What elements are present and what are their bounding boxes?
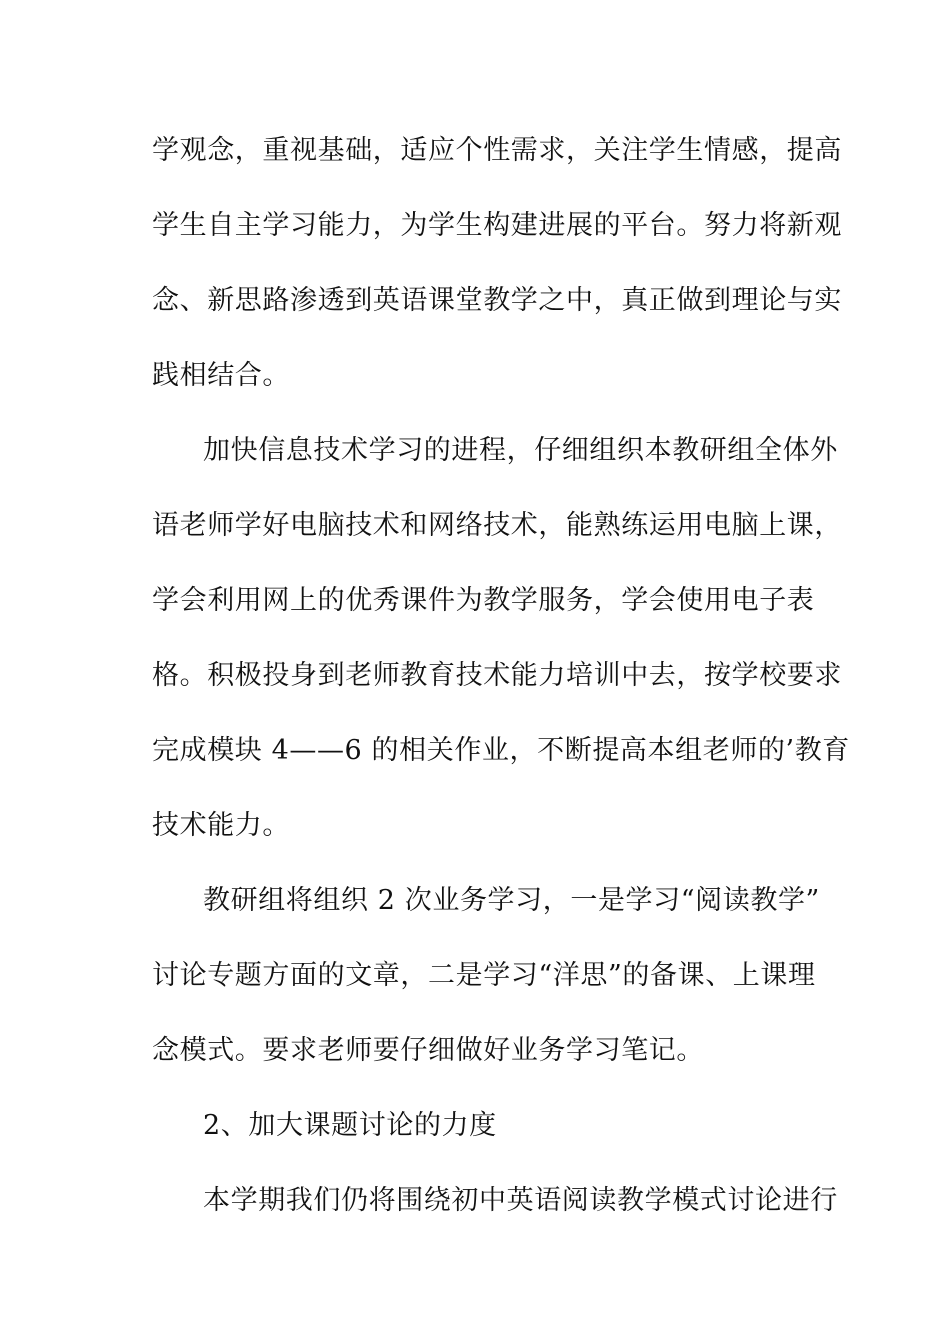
- paragraph-line: 学生自主学习能力，为学生构建进展的平台。努力将新观: [152, 210, 842, 241]
- paragraph-line: 加快信息技术学习的进程，仔细组织本教研组全体外: [203, 435, 838, 466]
- paragraph-line: 学观念，重视基础，适应个性需求，关注学生情感，提高: [152, 135, 842, 166]
- section-heading: 2、加大课题讨论的力度: [203, 1110, 497, 1141]
- paragraph-line: 践相结合。: [152, 360, 290, 391]
- paragraph-line: 讨论专题方面的文章，二是学习“洋思”的备课、上课理: [152, 960, 816, 991]
- paragraph-line: 学会利用网上的优秀课件为教学服务，学会使用电子表: [152, 585, 815, 616]
- paragraph-line: 念、新思路渗透到英语课堂教学之中，真正做到理论与实: [152, 285, 842, 316]
- paragraph-line: 念模式。要求老师要仔细做好业务学习笔记。: [152, 1035, 704, 1066]
- paragraph-line: 完成模块 4——6 的相关作业，不断提高本组老师的’教育: [152, 735, 850, 766]
- paragraph-line: 技术能力。: [152, 810, 290, 841]
- paragraph-line: 教研组将组织 2 次业务学习，一是学习“阅读教学”: [203, 885, 820, 916]
- paragraph-line: 语老师学好电脑技术和网络技术，能熟练运用电脑上课，: [152, 510, 842, 541]
- paragraph-line: 格。积极投身到老师教育技术能力培训中去，按学校要求: [152, 660, 842, 691]
- paragraph-line: 本学期我们仍将围绕初中英语阅读教学模式讨论进行: [203, 1185, 838, 1216]
